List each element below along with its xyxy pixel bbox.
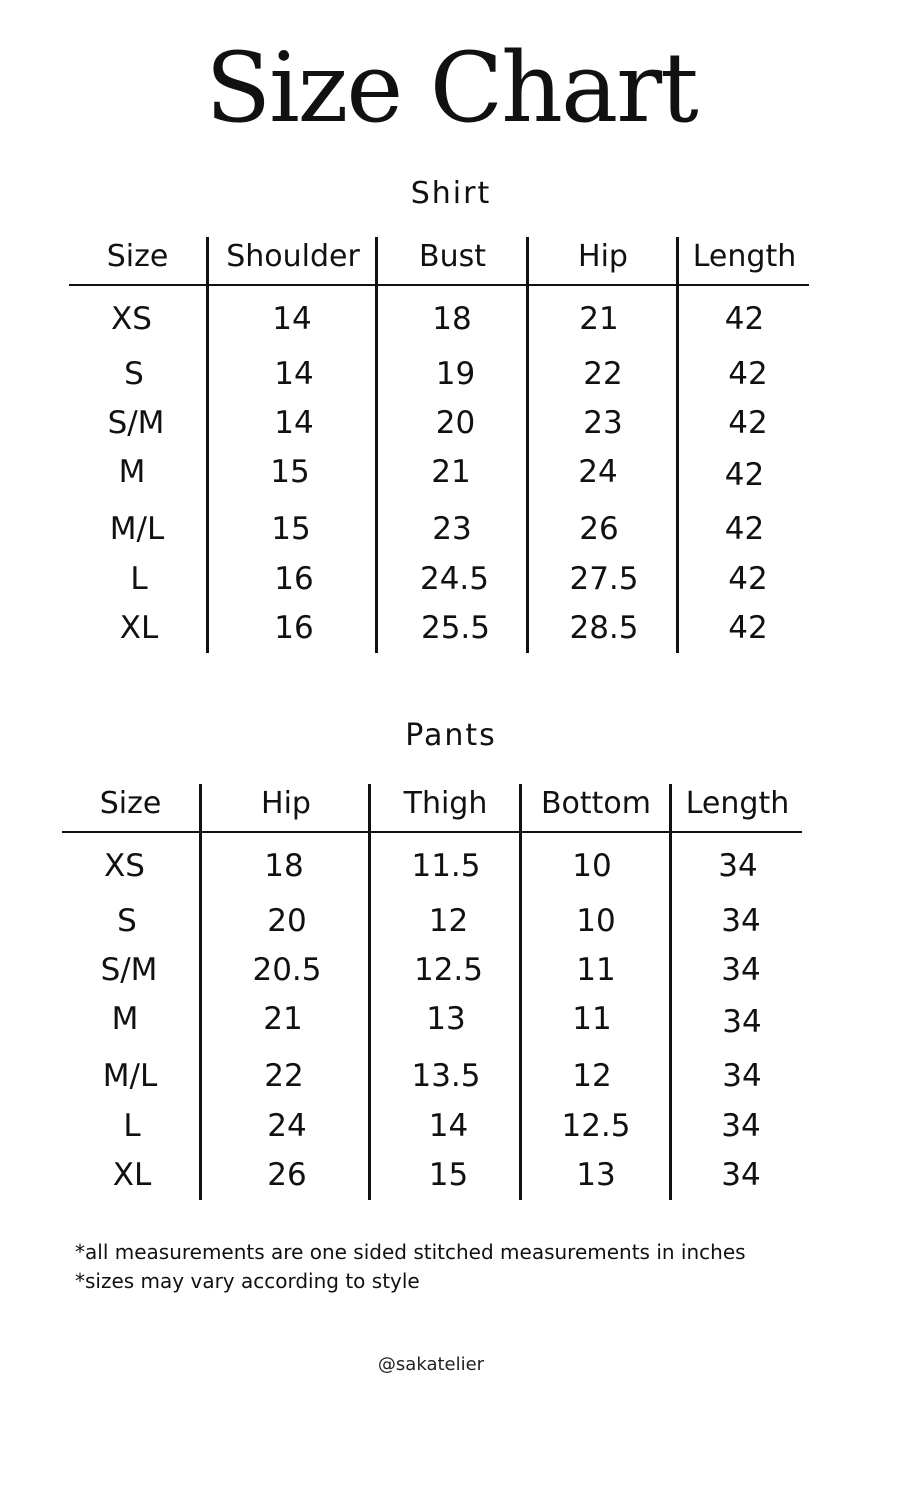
table-row	[69, 403, 809, 443]
table-cell: 34	[722, 1058, 762, 1094]
table-cell: 27.5	[569, 561, 639, 597]
table-cell: 42	[728, 610, 768, 646]
table-cell: 34	[721, 903, 761, 939]
table-cell: XS	[104, 848, 145, 884]
table-cell: M/L	[102, 1058, 158, 1094]
column-header: Hip	[578, 239, 628, 274]
table-cell: S	[117, 903, 137, 939]
table-cell: 34	[721, 1108, 761, 1144]
table-cell: 23	[583, 405, 623, 441]
table-cell: XL	[112, 1157, 152, 1193]
table-cell: 34	[718, 848, 758, 884]
table-cell: 11.5	[411, 848, 481, 884]
table-cell: 14	[274, 356, 314, 392]
table-row	[69, 299, 809, 339]
table-cell: 12	[572, 1058, 612, 1094]
table-cell: 21	[263, 1001, 303, 1037]
table-cell: 12	[428, 903, 469, 939]
table-cell: S/M	[100, 952, 158, 988]
table-row	[69, 354, 809, 394]
table-row	[69, 608, 809, 648]
table-cell: 19	[435, 356, 476, 392]
table-cell: 24	[578, 454, 618, 490]
column-header: Bottom	[540, 786, 652, 821]
table-cell: 15	[271, 511, 311, 547]
table-cell: S/M	[107, 405, 165, 441]
table-cell: 28.5	[569, 610, 639, 646]
column-header: Size	[106, 239, 169, 274]
table-cell: 42	[724, 301, 765, 337]
page-title: Size Chart	[205, 32, 697, 144]
column-header: Length	[685, 786, 790, 821]
table-cell: 26	[267, 1157, 307, 1193]
table-cell: 42	[728, 561, 768, 597]
table-cell: 25.5	[420, 610, 491, 646]
table-cell: 23	[432, 511, 472, 547]
measurement-notes	[75, 1238, 746, 1296]
table-cell: XL	[119, 610, 159, 646]
table-row	[69, 559, 809, 599]
table-row	[62, 950, 802, 990]
column-header: Shoulder	[226, 239, 360, 274]
table-cell: 16	[274, 561, 314, 597]
table-row	[62, 999, 802, 1039]
table-cell: 42	[724, 511, 765, 547]
table-cell: 42	[728, 405, 768, 441]
table-row	[62, 1056, 802, 1096]
pants-section-title: Pants	[405, 718, 497, 753]
table-cell: 34	[721, 952, 761, 988]
table-cell: S	[124, 356, 144, 392]
header-divider	[62, 831, 802, 833]
table-cell: 22	[583, 356, 623, 392]
table-row	[69, 452, 809, 492]
table-cell: 20.5	[252, 952, 322, 988]
column-header: Size	[99, 786, 162, 821]
column-header: Thigh	[403, 786, 488, 821]
table-cell: 42	[728, 356, 768, 392]
table-cell: 18	[432, 301, 472, 337]
shirt-section-title: Shirt	[410, 176, 492, 211]
table-cell: 12.5	[413, 952, 484, 988]
social-handle: @sakatelier	[377, 1354, 485, 1375]
table-cell: 24.5	[419, 561, 490, 597]
table-cell: 10	[572, 848, 612, 884]
table-cell: 20	[435, 405, 476, 441]
table-cell: 14	[274, 405, 314, 441]
table-cell: 26	[579, 511, 619, 547]
table-cell: 34	[721, 1157, 761, 1193]
table-cell: 21	[431, 454, 471, 490]
table-cell: 13.5	[411, 1058, 481, 1094]
table-cell: L	[123, 1108, 141, 1144]
table-cell: 15	[270, 454, 310, 490]
header-divider	[69, 284, 809, 286]
table-cell: 24	[267, 1108, 307, 1144]
table-row	[62, 846, 802, 886]
table-cell: 11	[572, 1001, 612, 1037]
column-header: Length	[692, 239, 797, 274]
table-cell: M	[118, 454, 146, 490]
table-cell: 14	[428, 1108, 469, 1144]
table-cell: 12.5	[561, 1108, 631, 1144]
table-cell: 22	[264, 1058, 304, 1094]
table-cell: 18	[264, 848, 304, 884]
table-row	[69, 509, 809, 549]
table-row	[62, 1155, 802, 1195]
table-cell: 42	[724, 457, 765, 493]
column-header: Hip	[261, 786, 311, 821]
table-cell: L	[130, 561, 148, 597]
table-cell: 11	[576, 952, 616, 988]
table-cell: M/L	[109, 511, 165, 547]
column-header: Bust	[419, 239, 486, 274]
table-row	[62, 1106, 802, 1146]
table-cell: 10	[576, 903, 616, 939]
table-cell: 21	[579, 301, 619, 337]
note-line: *all measurements are one sided stitched measurements in inches	[75, 1240, 746, 1264]
table-row	[62, 901, 802, 941]
table-cell: M	[111, 1001, 139, 1037]
table-cell: 13	[426, 1001, 466, 1037]
table-cell: XS	[111, 301, 152, 337]
table-header-row	[62, 784, 802, 832]
table-header-row	[69, 237, 809, 285]
table-cell: 34	[722, 1004, 762, 1040]
table-cell: 16	[274, 610, 314, 646]
table-cell: 13	[576, 1157, 616, 1193]
table-cell: 14	[272, 301, 312, 337]
note-line: *sizes may vary according to style	[75, 1269, 420, 1293]
table-cell: 20	[267, 903, 307, 939]
table-cell: 15	[428, 1157, 469, 1193]
